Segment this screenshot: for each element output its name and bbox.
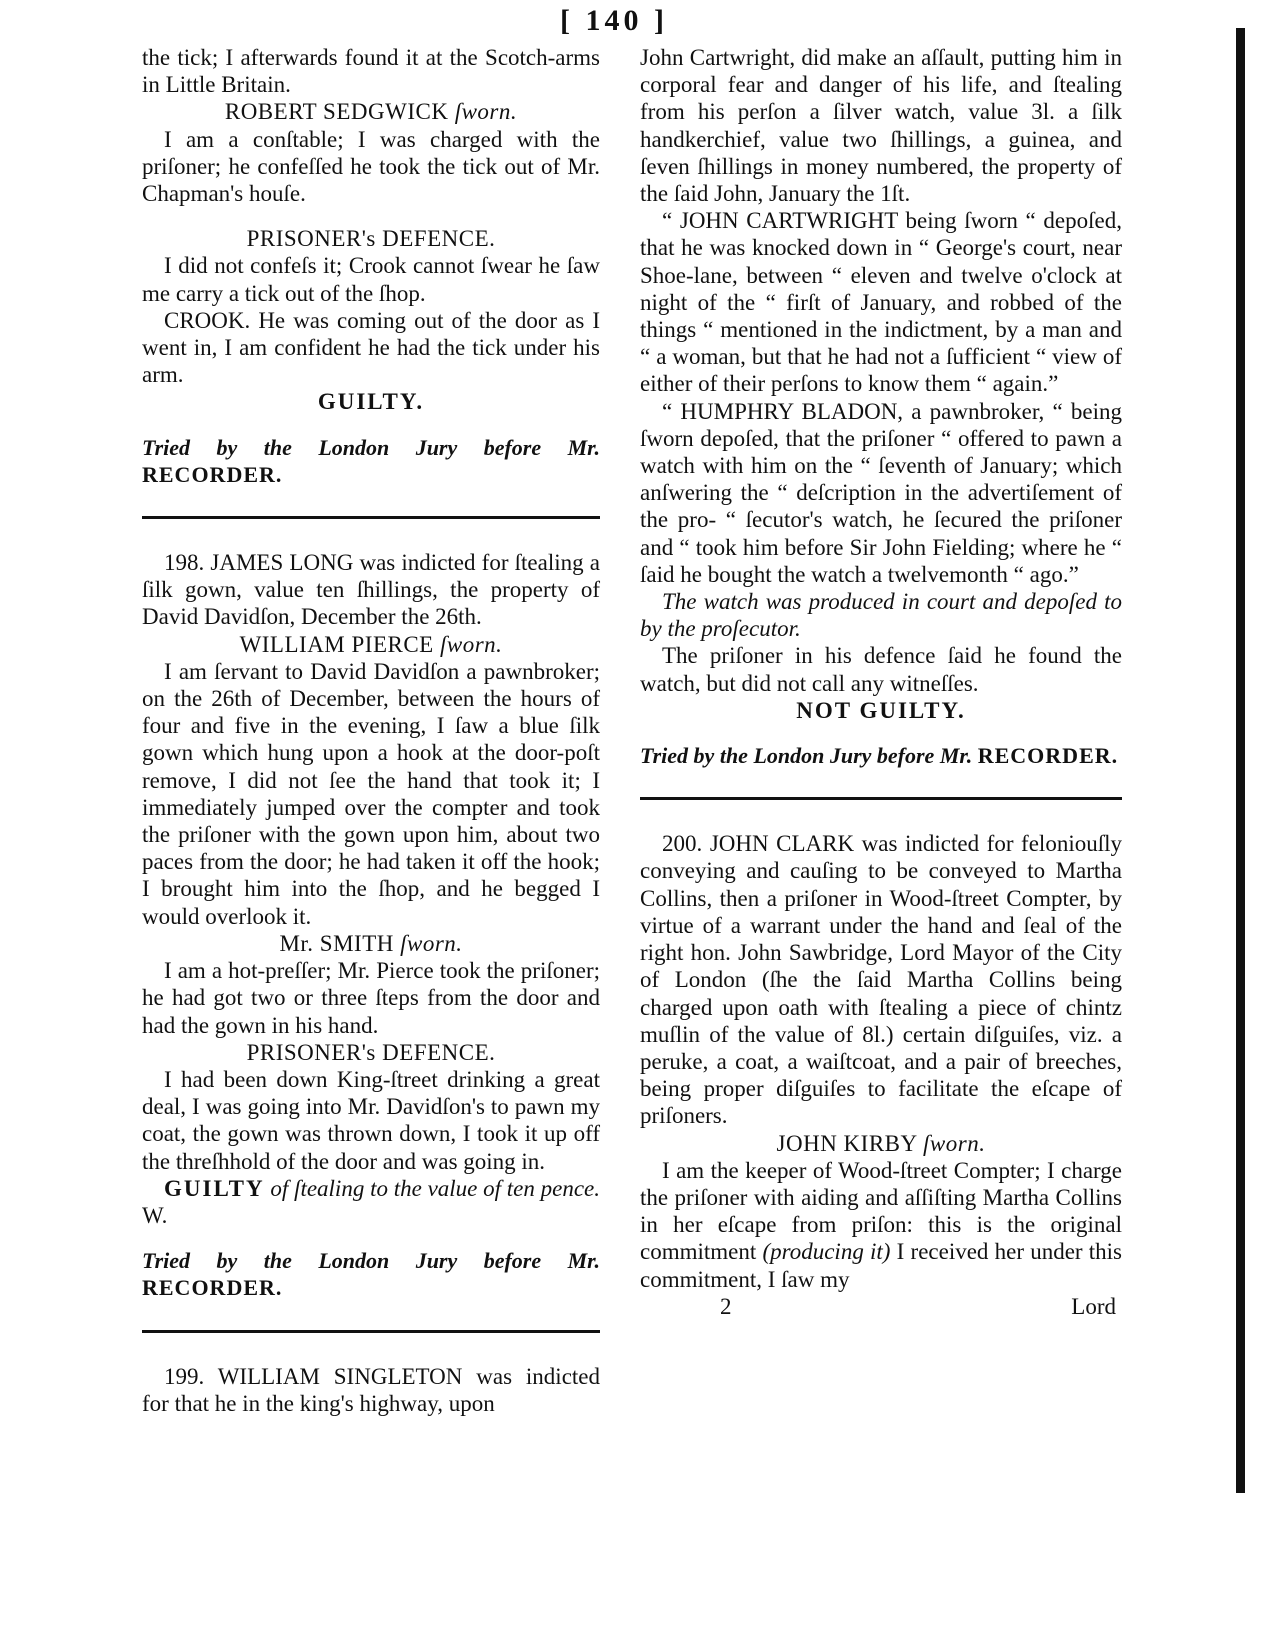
page-number: [ 140 ] <box>560 4 668 37</box>
case-198: 198. JAMES LONG was indicted for ſtealing a ſilk gown, value ten ſhillings, the property of David Davidſon, December the 26th. <box>142 550 600 630</box>
page-footer <box>640 1293 1122 1320</box>
left-column <box>142 44 600 1417</box>
paragraph: I had been down King-ſtreet drinking a great deal, I was going into Mr. Davidſon's to pawn my coat, the gown was thrown down, I took it up off the threſhhold of the door and was going in. <box>142 1066 600 1174</box>
verdict <box>142 1175 600 1229</box>
witness-name: JOHN KIRBY <box>776 1130 917 1156</box>
witness-heading <box>640 1130 1122 1157</box>
defence-heading: PRISONER's DEFENCE. <box>246 1039 496 1065</box>
catchword: Lord <box>1071 1293 1116 1319</box>
paragraph <box>640 1157 1122 1293</box>
scan-edge-bar <box>1236 28 1245 1493</box>
witness-heading <box>142 930 600 957</box>
witness-name: ROBERT SEDGWICK <box>224 99 449 125</box>
right-column <box>640 44 1122 1320</box>
quoted-deposition: “ JOHN CARTWRIGHT being ſworn “ depoſed, that he was knocked down in “ George's court, near Shoe-lane, between “ eleven and twelve o'clock at night of the “ firſt of January, and robbed of the things “ mentioned in the indictment, by a man and “ a woman, but that he had not a ſufficient “ view of either of their perſons to know them “ again.” <box>640 208 1122 397</box>
tried-text: Tried by the London Jury before Mr. <box>142 1248 600 1274</box>
note-text: The watch was produced in court and depoſed to by the proſecutor. <box>640 589 1122 642</box>
text-part: I received her under this commitment, I ſaw my <box>640 1239 1122 1292</box>
quoted-deposition: “ HUMPHRY BLADON, a pawnbroker, “ being ſworn depoſed, that the priſoner “ offered to pawn a watch with him on the “ ſeventh of January; which anſwering the “ deſcription in the advertiſement of the pro- “ ſecutor's watch, he ſecured the priſoner and “ took him before Sir John Fielding; where he “ ſaid he bought the watch a twelvemonth “ ago.” <box>640 398 1122 587</box>
paragraph: I am a hot-preſſer; Mr. Pierce took the priſoner; he had got two or three ſteps from the door and had the gown in his hand. <box>142 958 600 1038</box>
recorder: RECORDER. <box>142 461 283 487</box>
paragraph: CROOK. He was coming out of the door as I went in, I am confident he had the tick under his arm. <box>142 307 600 388</box>
case-199: 199. WILLIAM SINGLETON was indicted for that he in the king's highway, upon <box>142 1363 600 1416</box>
section-rule <box>640 797 1122 800</box>
witness-heading <box>142 631 600 658</box>
recorder: RECORDER. <box>142 1275 283 1301</box>
sworn-label: ſworn. <box>923 1130 986 1156</box>
paragraph: I am a conſtable; I was charged with the priſoner; he confeſſed he took the tick out of Mr. Chapman's houſe. <box>142 126 600 207</box>
tried-line <box>142 434 600 488</box>
tried-text: Tried by the London Jury before Mr. <box>640 743 973 769</box>
paragraph: I am ſervant to David Davidſon a pawnbroker; on the 26th of December, between the hours of four and five in the evening, I ſaw a blue ſilk gown which hung upon a hook at the door-poſt remove, I did not ſee the hand that took it; I immediately jumped over the compter and took the priſoner with the gown upon him, about two paces from the door; he had taken it off the hook; I brought him into the ſhop, and he begged I would overlook it. <box>142 658 600 929</box>
sworn-label: ſworn. <box>439 631 503 657</box>
paragraph: The priſoner in his defence ſaid he found the watch, but did not call any witneſſes. <box>640 643 1122 696</box>
tried-line <box>142 1247 600 1301</box>
verdict-detail: of ſtealing to the value of ten pence. <box>270 1175 601 1201</box>
tried-text: Tried by the London Jury before Mr. <box>142 434 600 460</box>
sworn-label: ſworn. <box>454 99 518 125</box>
text-aside: (producing it) <box>762 1239 891 1265</box>
witness-name: Mr. SMITH <box>279 930 394 956</box>
section-rule <box>142 516 600 519</box>
witness-heading <box>142 98 600 125</box>
defence-heading: PRISONER's DEFENCE. <box>246 226 496 252</box>
witness-name: WILLIAM PIERCE <box>239 631 434 657</box>
recorder: RECORDER. <box>977 743 1119 769</box>
paragraph: John Cartwright, did make an aſſault, putting him in corporal fear and danger of his life, and ſtealing from his perſon a ſilver watch, value 3l. a ſilk handkerchief, value two ſhillings, a guinea, and ſeven ſhillings in money numbered, the property of the ſaid John, January the 1ſt. <box>640 45 1122 207</box>
paragraph: the tick; I afterwards found it at the Scotch-arms in Little Britain. <box>142 45 600 98</box>
sworn-label: ſworn. <box>400 930 463 956</box>
paragraph: I did not confeſs it; Crook cannot ſwear he ſaw me carry a tick out of the ſhop. <box>142 253 600 306</box>
italic-note <box>640 588 1122 642</box>
verdict: GUILTY. <box>317 389 425 415</box>
case-200: 200. JOHN CLARK was indicted for feloniouſly conveying and cauſing to be conveyed to Martha Collins, then a priſoner in Wood-ſtreet Compter, by virtue of a warrant under the hand and ſeal of the right hon. John Sawbridge, Lord Mayor of the City of London (ſhe the ſaid Martha Collins being charged upon oath with ſtealing a piece of chintz muſlin of the value of 8l.) certain diſguiſes, viz. a peruke, a coat, a waiſtcoat, and a pair of breeches, being proper diſguiſes to facilitate the eſcape of priſoners. <box>640 831 1122 1129</box>
signature-mark: 2 <box>720 1293 732 1319</box>
tried-line <box>640 742 1122 769</box>
verdict-word: GUILTY <box>164 1175 265 1201</box>
section-rule <box>142 1330 600 1333</box>
verdict-mark: W. <box>142 1202 168 1228</box>
text-part: I am the keeper of Wood-ſtreet Compter; I charge the priſoner with aiding and aſſiſting Martha Collins in her eſcape from priſon: this is the original commitment <box>640 1157 1122 1265</box>
verdict: NOT GUILTY. <box>796 697 966 723</box>
